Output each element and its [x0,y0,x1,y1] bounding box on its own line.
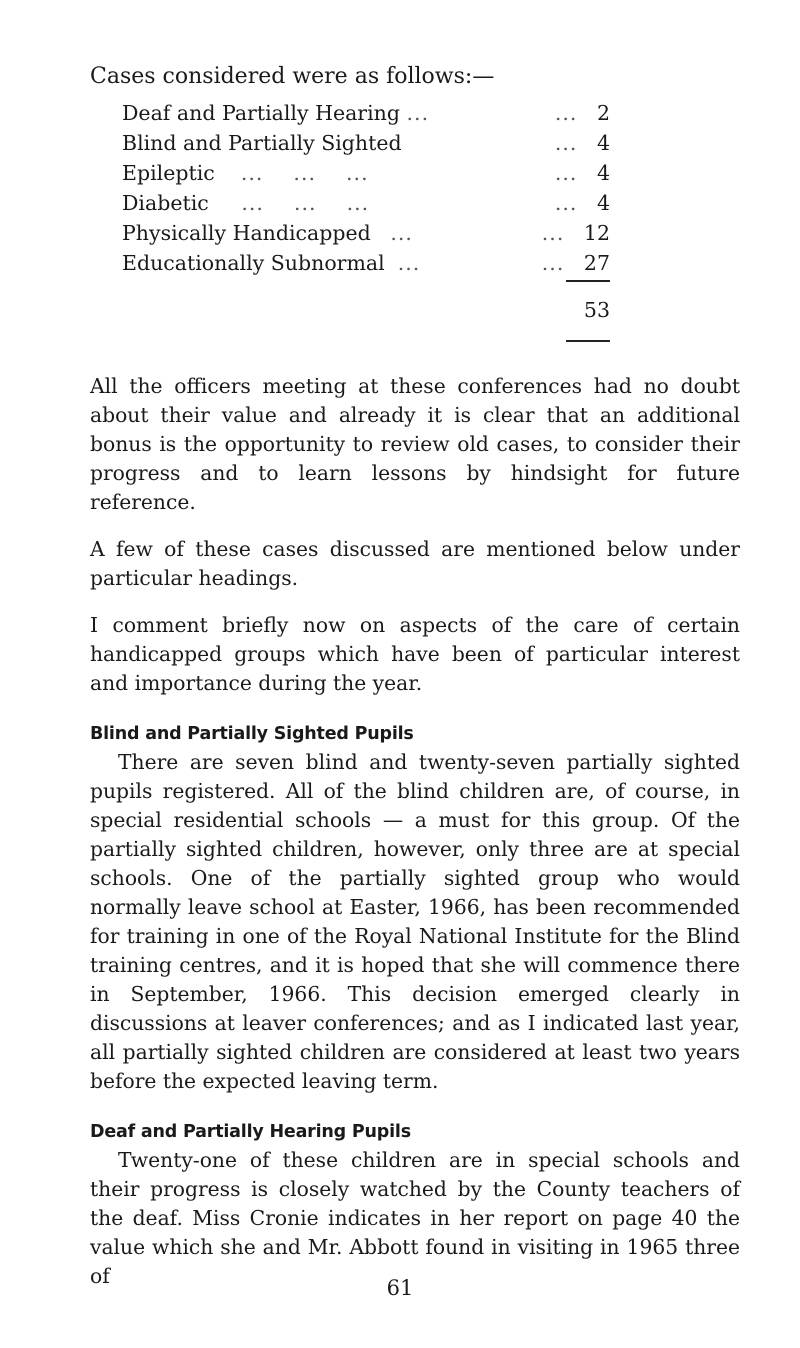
total-rule-row [122,318,610,334]
document-page [90,62,740,1291]
paragraph-officers: All the officers meeting at these conferences had no doubt about their value and already it is clear that an additional bonus is the opportunity to review old cases, to consider their progress and to learn lessons by hindsight for future reference. [90,374,740,514]
section-text-blind: There are seven blind and twenty-seven partially sighted pupils registered. All of the blind children are, of course, in special residential schools — a must for this group. Of the partially sighted children, however, only three are at special schools. One of the partially sighted group who would normally leave school at Easter, 1966, has been recommended for training in one of the Royal National Institute for the Blind training centres, and it is hoped that she will commence there in September, 1966. This decision emerged clearly in discussions at leaver conferences; and as I indicated last year, all partially sighted children are considered at least two years before the expected leaving term. [90,750,740,1093]
case-value: ... 4 [554,191,610,215]
table-row [122,158,610,188]
case-label: Blind and Partially Sighted [122,131,402,155]
case-label: Deaf and Partially Hearing ... [122,101,430,125]
case-value: ... 27 [541,251,610,275]
case-label: Educationally Subnormal ... [122,251,421,275]
case-label: Physically Handicapped ... [122,221,413,245]
table-row [122,128,610,158]
total-row [122,278,610,318]
case-value: ... 2 [554,101,610,125]
cases-intro: Cases considered were as follows:— [90,64,495,89]
table-row [122,98,610,128]
total-rule-top [566,280,610,282]
case-value: ... 4 [554,161,610,185]
table-row [122,188,610,218]
total-rule-bottom [566,340,610,342]
case-value: ... 12 [541,221,610,245]
total-value: 53 [502,278,610,318]
paragraph-comment: I comment briefly now on aspects of the care of certain handicapped groups which have been of particular interest and importance during the year. [90,613,740,695]
section-heading-deaf: Deaf and Partially Hearing Pupils [90,1122,411,1142]
section-text-deaf: Twenty-one of these children are in special schools and their progress is closely watched by the County teachers of the deaf. Miss Cronie indicates in her report on page 40 the value which she and Mr. Abbott found in visiting in 1965 three of [90,1148,740,1288]
case-value: ... 4 [554,131,610,155]
table-row [122,248,610,278]
page-number: 61 [386,1276,414,1300]
cases-table [122,98,610,334]
case-label: Epileptic ... ... ... [122,161,369,185]
table-row [122,218,610,248]
case-label: Diabetic ... ... ... [122,191,370,215]
section-heading-blind: Blind and Partially Sighted Pupils [90,724,414,744]
paragraph-few-cases: A few of these cases discussed are mentioned below under particular headings. [90,537,740,590]
